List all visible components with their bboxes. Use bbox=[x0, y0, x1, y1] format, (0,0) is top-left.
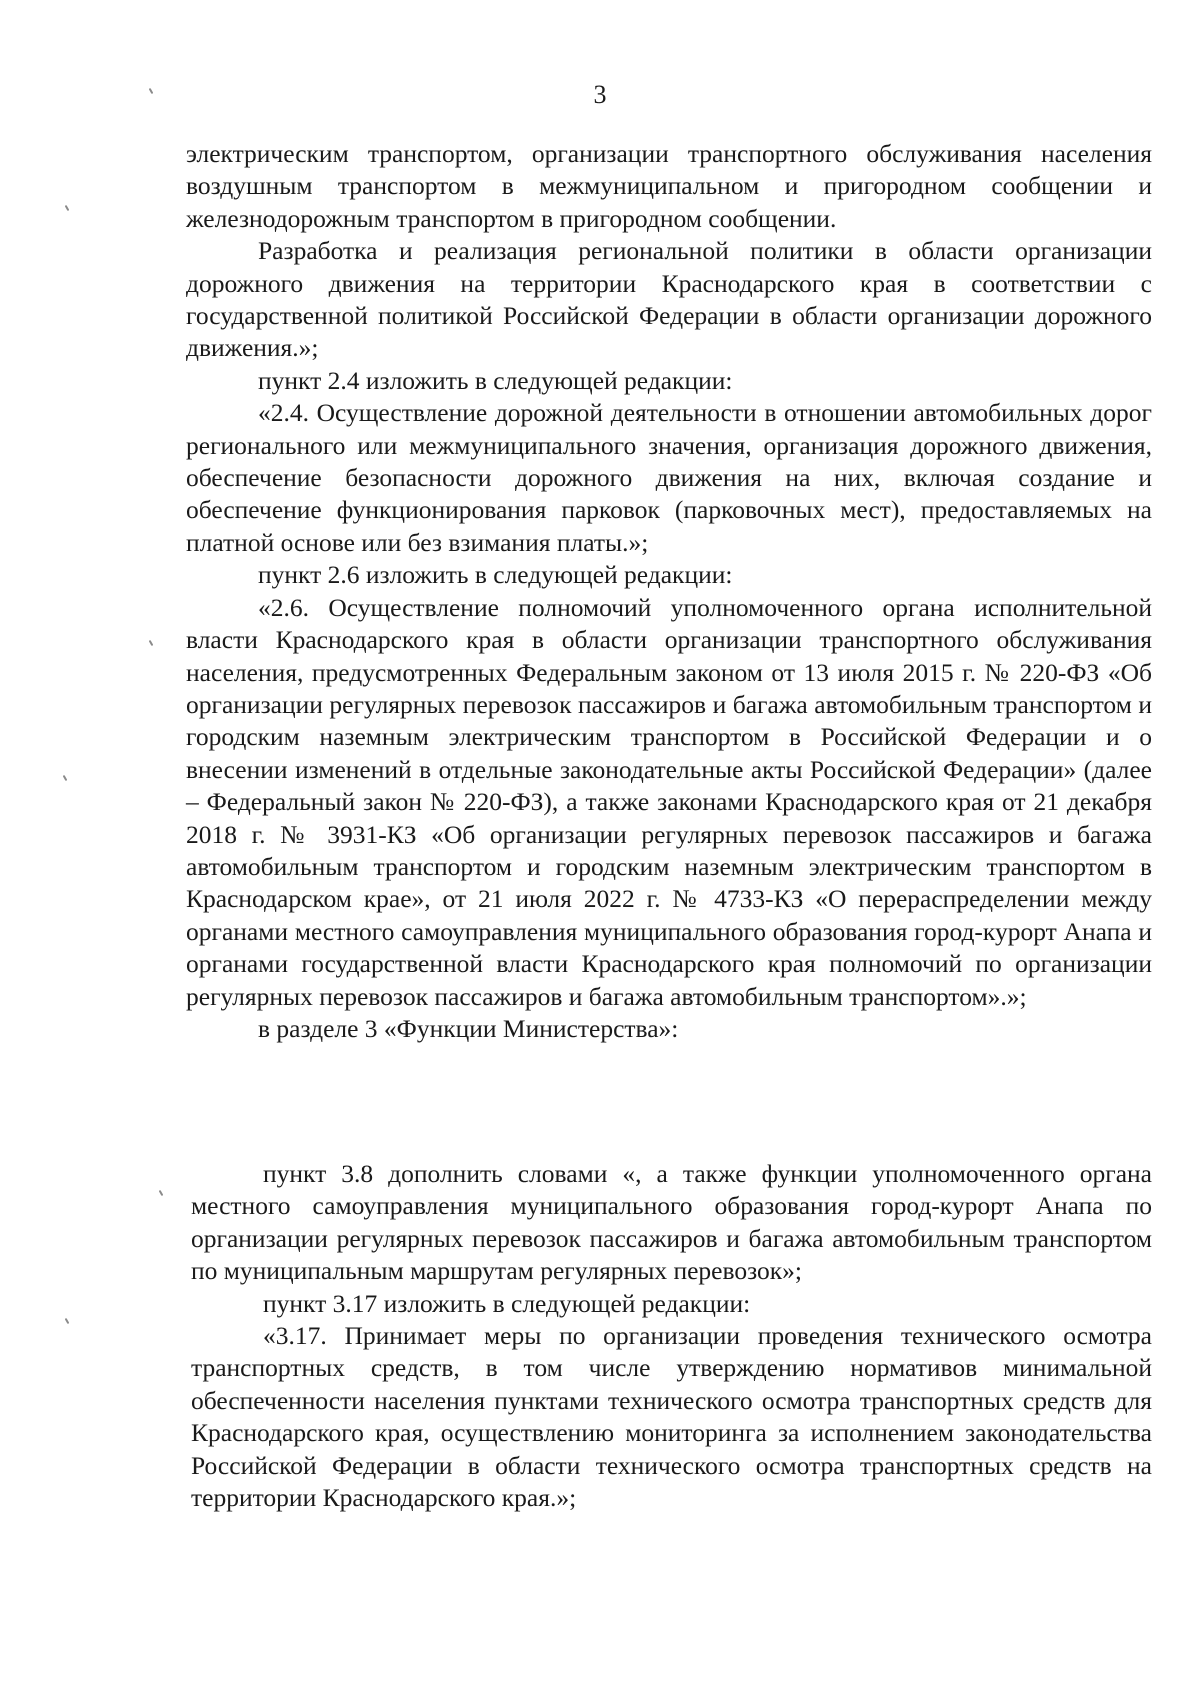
scan-speck bbox=[149, 640, 154, 646]
page-number: 3 bbox=[593, 80, 607, 109]
scan-speck bbox=[65, 205, 70, 211]
paragraph: «3.17. Принимает меры по организации проведения технического осмотра транспортных средств, в том числе утверждению нормативов минимальной обеспеченности населения пунктами технического осмотра транспортных средств для Краснодарского края, осуществлению мониторинга за исполнением законодательства Российской Федерации в области технического осмотра транспортных средств на территории Краснодарского края.»; bbox=[191, 1321, 1152, 1513]
paragraph: Разработка и реализация региональной политики в области организации дорожного движения на территории Краснодарского края в соответствии с государственной политикой Российской Федерации в области организации дорожного движения.»; bbox=[186, 236, 1152, 363]
scan-speck bbox=[63, 775, 68, 781]
paragraph: пункт 3.8 дополнить словами «, а также функции уполномоченного органа местного самоуправления муниципального образования город-курорт Анапа по организации регулярных перевозок пассажиров и багажа автомобильным транспортом по муниципальным маршрутам регулярных перевозок»; bbox=[191, 1159, 1152, 1286]
paragraph: в разделе 3 «Функции Министерства»: bbox=[258, 1013, 679, 1043]
paragraph: электрическим транспортом, организации транспортного обслуживания населения воздушным транспортом в межмуниципальном и пригородном сообщении и железнодорожным транспортом в пригородном сообщении. bbox=[186, 139, 1152, 233]
paragraph: пункт 2.6 изложить в следующей редакции: bbox=[258, 560, 733, 590]
paragraph: пункт 2.4 изложить в следующей редакции: bbox=[258, 365, 733, 395]
text-block-lower bbox=[191, 1158, 1152, 1514]
text-block-upper bbox=[186, 138, 1152, 1045]
paragraph: «2.6. Осуществление полномочий уполномоченного органа исполнительной власти Краснодарского края в области организации транспортного обслуживания населения, предусмотренных Федеральным законом от 13 июля 2015 г. № 220-ФЗ «Об организации регулярных перевозок пассажиров и багажа автомобильным транспортом и городским наземным электрическим транспортом в Российской Федерации и о внесении изменений в отдельные законодательные акты Российской Федерации» (далее – Федеральный закон № 220-ФЗ), а также законами Краснодарского края от 21 декабря 2018 г. № 3931-КЗ «Об организации регулярных перевозок пассажиров и багажа автомобильным транспортом и городским наземным электрическим транспортом в Краснодарском крае», от 21 июля 2022 г. № 4733-КЗ «О перераспределении между органами местного самоуправления муниципального образования город-курорт Анапа и органами государственной власти Краснодарского края полномочий по организации регулярных перевозок пассажиров и багажа автомобильным транспортом».»; bbox=[186, 592, 1152, 1011]
scan-speck bbox=[159, 1190, 164, 1196]
paragraph: «2.4. Осуществление дорожной деятельности в отношении автомобильных дорог регионального или межмуниципального значения, организация дорожного движения, обеспечение безопасности дорожного движения на них, включая создание и обеспечение функционирования парковок (парковочных мест), предоставляемых на платной основе или без взимания платы.»; bbox=[186, 398, 1152, 557]
paragraph: пункт 3.17 изложить в следующей редакции: bbox=[263, 1288, 751, 1318]
scan-speck bbox=[65, 1318, 70, 1324]
